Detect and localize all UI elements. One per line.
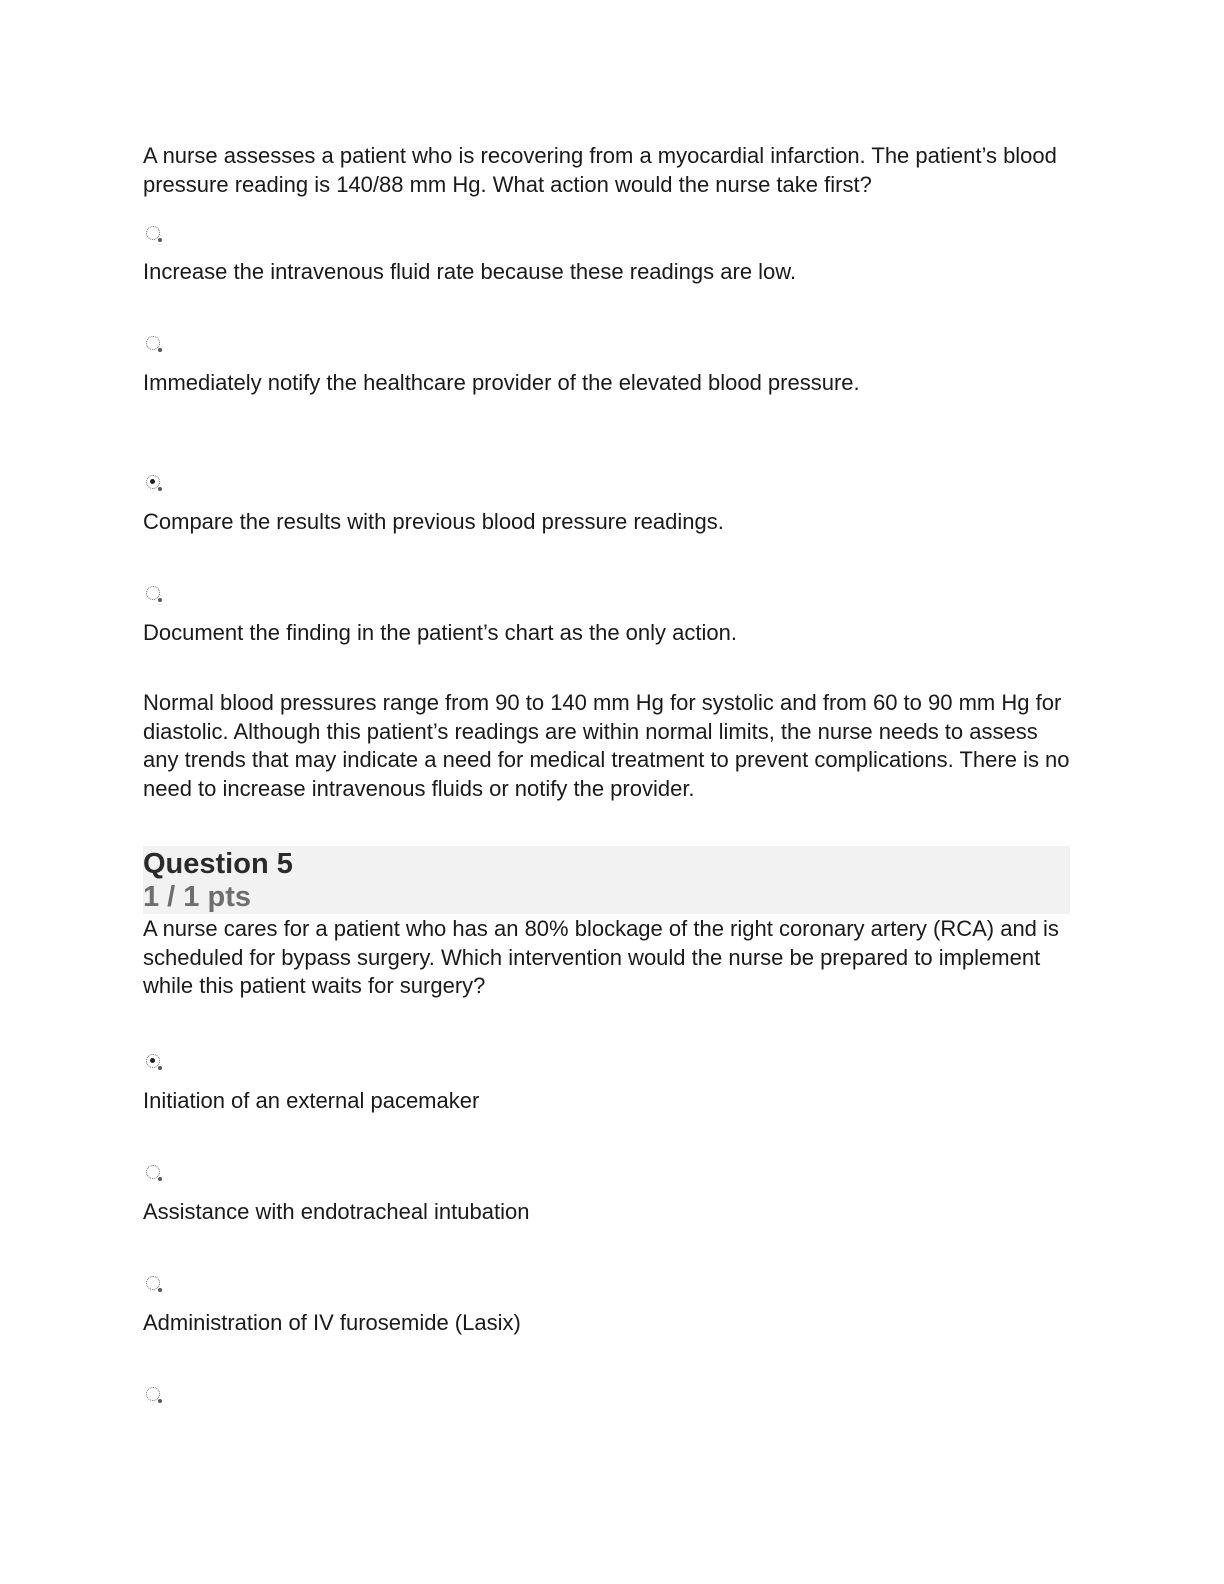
question-5-header [143,846,1070,914]
question-5-title: Question 5 [143,848,293,880]
question-5-prompt: A nurse cares for a patient who has an 80% blockage of the right coronary artery (RCA) and is scheduled for bypass surgery. Which intervention would the nurse be prepared to implement while this patient waits for surgery? [143,916,1059,998]
question-4-option-1-radio[interactable] [146,226,160,240]
question-4-option-2-radio[interactable] [146,336,160,350]
question-5-points: 1 / 1 pts [143,881,251,913]
question-4-option-2-label: Immediately notify the healthcare provider of the elevated blood pressure. [143,370,860,395]
question-5-option-2-radio[interactable] [146,1165,160,1179]
question-5-option-3-label: Administration of IV furosemide (Lasix) [143,1310,521,1335]
question-5-option-1-radio-selected[interactable] [146,1054,160,1068]
question-4-option-4-radio[interactable] [146,586,160,600]
question-4-option-3-label: Compare the results with previous blood pressure readings. [143,509,724,534]
question-4-option-1-label: Increase the intravenous fluid rate because these readings are low. [143,259,797,284]
question-4-prompt: A nurse assesses a patient who is recovering from a myocardial infarction. The patient’s blood pressure reading is 140/88 mm Hg. What action would the nurse take first? [143,143,1057,197]
question-5-option-3-radio[interactable] [146,1276,160,1290]
question-4-rationale: Normal blood pressures range from 90 to 140 mm Hg for systolic and from 60 to 90 mm Hg for diastolic. Although this patient’s readings are within normal limits, the nurse needs to assess any trends that may indicate a need for medical treatment to prevent complications. There is no need to increase intravenous fluids or notify the provider. [143,690,1070,801]
question-5-option-2-label: Assistance with endotracheal intubation [143,1199,530,1224]
question-5-option-1-label: Initiation of an external pacemaker [143,1088,480,1113]
question-4-option-3-radio-selected[interactable] [146,475,160,489]
question-4-option-4-label: Document the finding in the patient’s chart as the only action. [143,620,737,645]
question-5-option-4-radio[interactable] [146,1387,160,1401]
